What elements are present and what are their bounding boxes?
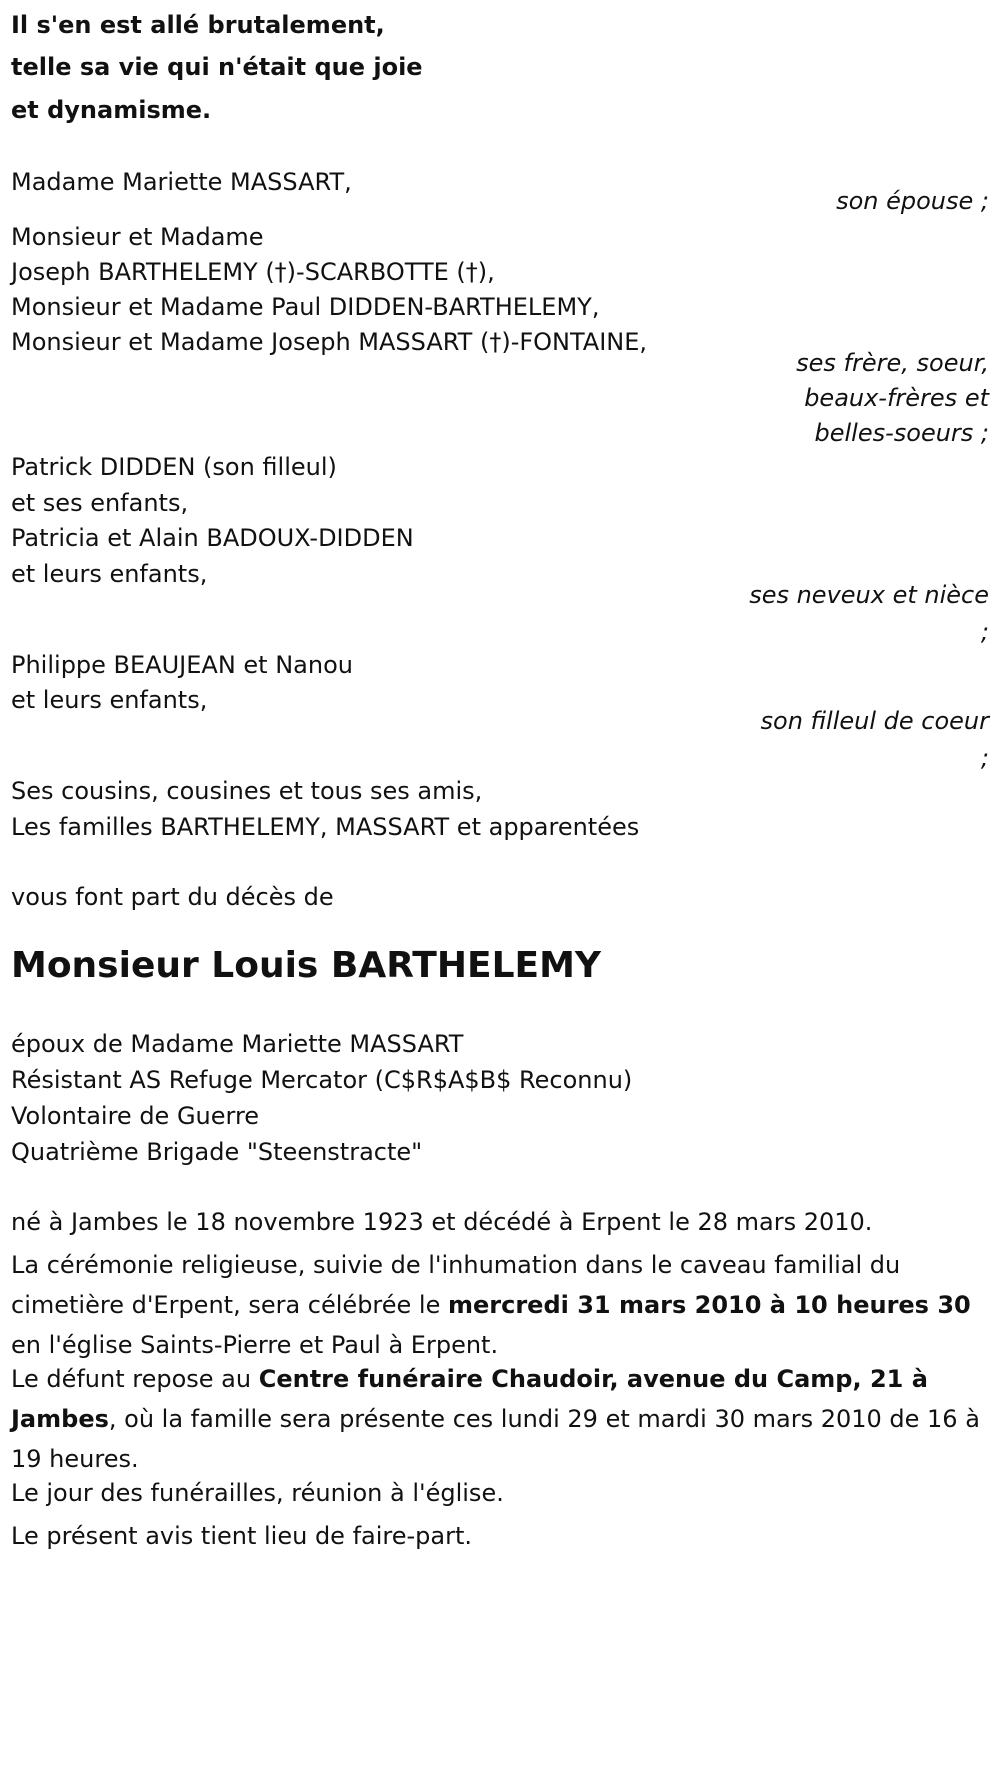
notice-text: Le présent avis tient lieu de faire-part.: [11, 1522, 473, 1550]
mourner-name: Patrick DIDDEN (son filleul): [11, 453, 337, 481]
mourner-name: Philippe BEAUJEAN et Nanou: [11, 651, 353, 679]
mourner-name: et leurs enfants,: [11, 560, 208, 588]
birth-death-text: né à Jambes le 18 novembre 1923 et décédé à Erpent le 28 mars 2010.: [11, 1208, 873, 1236]
ceremony-paragraph: [11, 1245, 986, 1365]
ceremony-date: mercredi 31 mars 2010 à 10 heures 30: [448, 1291, 971, 1319]
visiting-hours: , où la famille sera présente ces lundi 29 et mardi 30 mars 2010 de 16 à 19 heures.: [11, 1405, 980, 1473]
mourner-name: et leurs enfants,: [11, 686, 208, 714]
ceremony-text: La cérémonie religieuse, suivie de l'inhumation dans le caveau familial du cimetière d'Erpent, sera célébrée le: [11, 1251, 901, 1319]
title-line: Quatrième Brigade "Steenstracte": [11, 1138, 423, 1166]
rest-text: Le défunt repose au: [11, 1365, 259, 1393]
mourner-name: Joseph BARTHELEMY (†)-SCARBOTTE (†),: [11, 258, 495, 286]
others-line: Ses cousins, cousines et tous ses amis,: [11, 777, 483, 805]
deceased-name: Monsieur Louis BARTHELEMY: [11, 945, 601, 986]
title-line: Résistant AS Refuge Mercator (C$R$A$B$ Reconnu): [11, 1066, 633, 1094]
relation-label: ;: [980, 744, 989, 772]
others-line: Les familles BARTHELEMY, MASSART et apparentées: [11, 813, 640, 841]
title-line: époux de Madame Mariette MASSART: [11, 1030, 464, 1058]
relation-label: ses frère, soeur,: [796, 349, 989, 377]
mourner-name: Monsieur et Madame Joseph MASSART (†)-FONTAINE,: [11, 328, 648, 356]
mourner-name: Monsieur et Madame Paul DIDDEN-BARTHELEMY,: [11, 293, 600, 321]
relation-label: son épouse ;: [836, 187, 989, 215]
ceremony-location: en l'église Saints-Pierre et Paul à Erpent.: [11, 1331, 499, 1359]
rest-paragraph: [11, 1359, 986, 1479]
epigraph-line-1: Il s'en est allé brutalement,: [11, 11, 385, 39]
epigraph-line-2: telle sa vie qui n'était que joie: [11, 53, 423, 81]
meeting-text: Le jour des funérailles, réunion à l'église.: [11, 1479, 504, 1507]
relation-label: ;: [980, 618, 989, 646]
mourner-name: Madame Mariette MASSART,: [11, 168, 352, 196]
funeral-home: Centre funéraire Chaudoir, avenue du Camp, 21 à Jambes: [11, 1365, 928, 1433]
relation-label: ses neveux et nièce: [749, 581, 989, 609]
relation-label: belles-soeurs ;: [814, 419, 989, 447]
mourner-name: Patricia et Alain BADOUX-DIDDEN: [11, 524, 414, 552]
announcement-text: vous font part du décès de: [11, 883, 334, 911]
relation-label: beaux-frères et: [804, 384, 989, 412]
mourner-name: et ses enfants,: [11, 489, 189, 517]
epigraph-line-3: et dynamisme.: [11, 96, 212, 124]
title-line: Volontaire de Guerre: [11, 1102, 260, 1130]
relation-label: son filleul de coeur: [760, 707, 989, 735]
mourner-name: Monsieur et Madame: [11, 223, 264, 251]
